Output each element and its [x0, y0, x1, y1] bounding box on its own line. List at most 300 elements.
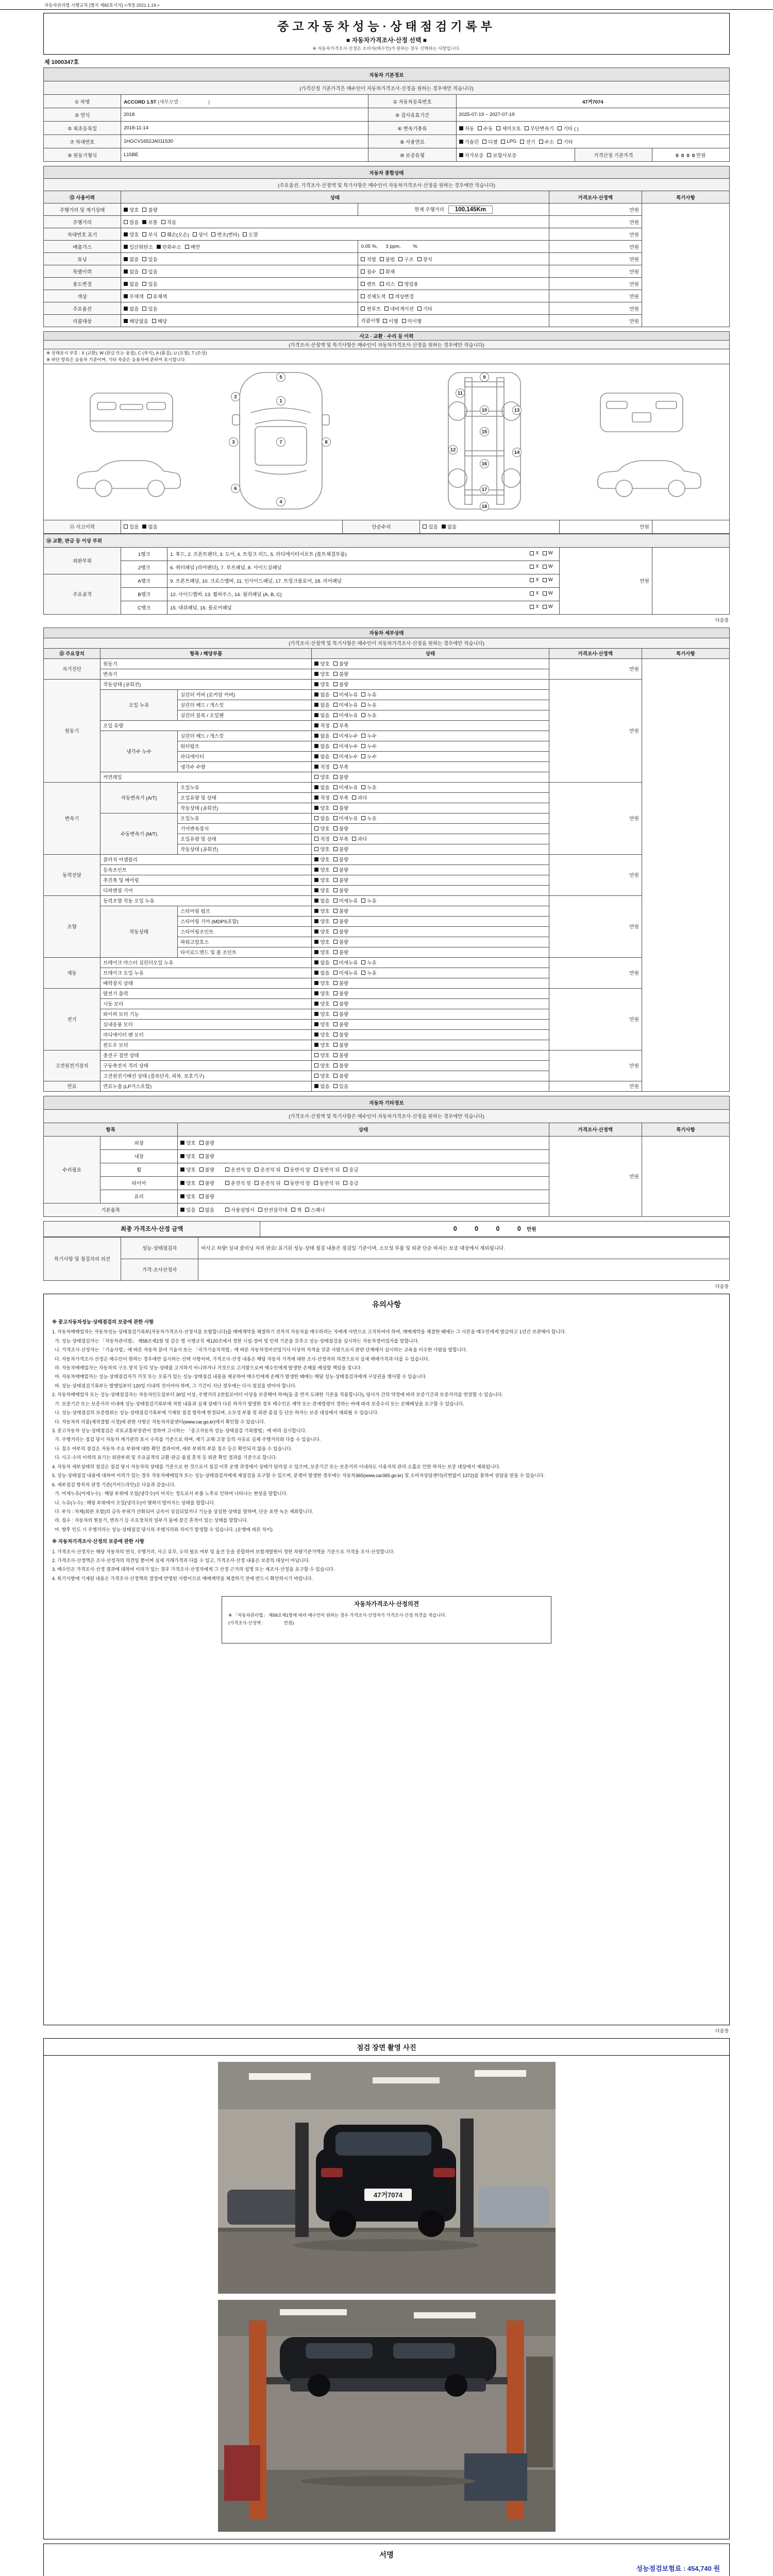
checkbox-option[interactable]: [284, 1179, 310, 1187]
tuning-legal-options: [361, 256, 398, 262]
special-history-sub: [358, 265, 549, 278]
checkbox-option[interactable]: [333, 691, 358, 698]
state-at-oil-leak: [312, 782, 549, 792]
checkbox-label: 미세누유: [339, 785, 358, 791]
checkbox-option[interactable]: [314, 897, 329, 904]
checkbox-label: 불량: [339, 826, 349, 832]
checkbox-option[interactable]: [333, 815, 358, 822]
checkbox-icon: [314, 806, 318, 810]
checkbox-icon: [459, 153, 463, 157]
checkbox-option[interactable]: [423, 523, 438, 530]
checkbox-option[interactable]: [543, 604, 553, 609]
next-page-marker: 다음장: [715, 2028, 729, 2033]
insurance-unit: 원: [713, 2564, 720, 2572]
checkbox-option[interactable]: [314, 948, 329, 956]
item-mt-gear: 기어변속장치: [178, 823, 312, 834]
exchange-remarks-cell: [652, 547, 729, 614]
checkbox-option[interactable]: [314, 866, 329, 873]
checkbox-option[interactable]: [333, 1021, 348, 1028]
checkbox-option[interactable]: [314, 711, 329, 719]
checkbox-label: 양호: [320, 868, 330, 873]
checkbox-label: 유채색: [153, 294, 167, 300]
page-title: 중고자동차성능·상태점검기록부: [277, 20, 496, 33]
checkbox-option[interactable]: [361, 268, 376, 275]
checkbox-option[interactable]: [361, 753, 376, 760]
checkbox-icon: [314, 991, 318, 995]
checkbox-icon: [305, 1208, 309, 1212]
checkbox-option[interactable]: [211, 231, 239, 238]
checkbox-option[interactable]: [459, 151, 484, 159]
checkbox-icon: [124, 220, 128, 224]
inspection-period-label: ④ 검사유효기간: [368, 108, 456, 122]
legend-line-2: ※ 하단 항목은 승용차 기준이며, 기타 차종은 승용차에 준하여 표시합니다.: [46, 357, 187, 362]
car-damage-diagram: [59, 365, 714, 519]
checkbox-option[interactable]: [180, 1139, 195, 1146]
checkbox-option[interactable]: [333, 660, 348, 667]
checkbox-option[interactable]: [142, 206, 157, 213]
checkbox-option[interactable]: [361, 959, 376, 966]
checkbox-option[interactable]: [361, 711, 376, 719]
checkbox-label: 보통: [148, 219, 158, 226]
checkbox-option[interactable]: [380, 280, 395, 287]
checkbox-icon: [478, 126, 482, 130]
checkbox-label: 불량: [339, 981, 349, 987]
checkbox-option[interactable]: [333, 1072, 348, 1079]
checkbox-option[interactable]: [258, 1206, 288, 1213]
checkbox-option[interactable]: [314, 1000, 329, 1007]
checkbox-option[interactable]: [291, 1206, 301, 1213]
checkbox-option[interactable]: [333, 907, 348, 914]
checkbox-icon: [417, 257, 422, 261]
checkbox-label: 없음: [129, 281, 139, 287]
checkbox-option[interactable]: [225, 1166, 251, 1173]
checkbox-option[interactable]: [333, 1010, 348, 1018]
checkbox-option[interactable]: [333, 866, 348, 873]
checkbox-option[interactable]: [142, 256, 157, 263]
checkbox-icon: [314, 981, 318, 985]
checkbox-option[interactable]: [142, 218, 157, 226]
checkbox-option[interactable]: [314, 856, 329, 863]
checkbox-option[interactable]: [361, 742, 376, 750]
checkbox-option[interactable]: [193, 231, 208, 238]
checkbox-icon: [314, 1022, 318, 1026]
checkbox-label: LPG: [507, 139, 517, 144]
checkbox-option[interactable]: [442, 523, 457, 530]
checkbox-option[interactable]: [142, 231, 157, 238]
checkbox-option[interactable]: [389, 293, 414, 300]
checkbox-option[interactable]: [124, 231, 139, 238]
checkbox-label: 무단변속기: [530, 126, 554, 132]
checkbox-option[interactable]: [501, 139, 516, 144]
checkbox-option[interactable]: [124, 256, 139, 263]
state-fuel-leak: [312, 1081, 549, 1091]
checkbox-option[interactable]: [142, 523, 157, 530]
checkbox-option[interactable]: [398, 256, 413, 263]
checkbox-option[interactable]: [333, 784, 358, 791]
checkbox-option[interactable]: [530, 550, 539, 556]
exchange-panel-table: [43, 534, 730, 615]
checkbox-option[interactable]: [124, 218, 139, 226]
checkbox-option[interactable]: [199, 1206, 214, 1213]
checkbox-label: X: [535, 604, 539, 609]
checkbox-label: 양호: [320, 1002, 330, 1007]
checkbox-label: 세미오토: [502, 126, 521, 132]
checkbox-option[interactable]: [530, 604, 539, 609]
checkbox-option[interactable]: [333, 701, 358, 708]
side-view-right: [598, 461, 701, 497]
checkbox-label: 썬루프: [366, 306, 381, 312]
checkbox-option[interactable]: [142, 305, 157, 312]
checkbox-icon: [142, 282, 146, 286]
checkbox-icon: [142, 269, 146, 274]
checkbox-option[interactable]: [333, 722, 348, 729]
special-history-label: 특별이력: [44, 265, 121, 278]
checkbox-option[interactable]: [361, 969, 376, 976]
insurance-premium: [53, 2563, 720, 2573]
item-hv-wiring: 고전원전기배선 상태 (접속단자, 피복, 보호기구): [100, 1071, 312, 1081]
checkbox-icon: [361, 971, 365, 975]
checkbox-option[interactable]: [333, 742, 358, 750]
checkbox-option[interactable]: [314, 969, 329, 976]
comp-header-use: ⑫ 사용이력: [44, 191, 121, 204]
checkbox-option[interactable]: [459, 125, 474, 132]
checkbox-option[interactable]: [333, 969, 358, 976]
checkbox-option[interactable]: [314, 1072, 329, 1079]
checkbox-option[interactable]: [180, 1206, 195, 1213]
checkbox-option[interactable]: [142, 268, 157, 275]
checkbox-option[interactable]: [333, 887, 348, 894]
checkbox-option[interactable]: [314, 701, 329, 708]
checkbox-option[interactable]: [361, 691, 376, 698]
checkbox-option[interactable]: [361, 897, 376, 904]
checkbox-option[interactable]: [124, 305, 139, 312]
tuning-sub-options: [358, 253, 549, 265]
checkbox-option[interactable]: [314, 681, 329, 688]
checkbox-option[interactable]: [333, 835, 348, 842]
checkbox-option[interactable]: [180, 1153, 195, 1160]
checkbox-option[interactable]: [199, 1179, 214, 1187]
checkbox-label: 양호: [320, 919, 330, 925]
checkbox-label: 미세누유: [339, 899, 358, 904]
checkbox-option[interactable]: [314, 1052, 329, 1059]
checkbox-option[interactable]: [305, 1206, 325, 1213]
checkbox-option[interactable]: [255, 1179, 280, 1187]
checkbox-label: 양호: [320, 1022, 330, 1028]
state-steering-joint: [312, 926, 549, 937]
checkbox-option[interactable]: [314, 804, 329, 811]
checkbox-option[interactable]: [333, 918, 348, 925]
checkbox-option[interactable]: [314, 742, 329, 750]
checkbox-option[interactable]: [352, 835, 367, 842]
checkbox-option[interactable]: [361, 815, 376, 822]
checkbox-option[interactable]: [482, 138, 497, 145]
checkbox-option[interactable]: [333, 670, 348, 677]
checkbox-label: 미세누유: [339, 703, 358, 708]
svg-text:11: 11: [457, 390, 463, 396]
checkbox-option[interactable]: [314, 732, 329, 739]
checkbox-option[interactable]: [124, 206, 139, 213]
checkbox-label: 누수: [367, 754, 377, 760]
checkbox-option[interactable]: [558, 125, 579, 132]
checkbox-option[interactable]: [124, 293, 144, 300]
price-cell: 만원: [549, 253, 642, 265]
checkbox-option[interactable]: [199, 1139, 214, 1146]
checkbox-label: 불량: [339, 1032, 349, 1038]
checkbox-option[interactable]: [124, 243, 153, 250]
checkbox-label: 양호: [320, 909, 330, 914]
checkbox-option[interactable]: [333, 845, 348, 853]
checkbox-option[interactable]: [185, 243, 200, 250]
checkbox-label: 미세누수: [339, 734, 358, 739]
misc-header-state: 상태: [178, 1123, 549, 1136]
checkbox-option[interactable]: [333, 856, 348, 863]
notice-line: 가. 성능·상태점검자는 「자동차관리법」 제58조제1항 및 같은 법 시행규칙 제120조에서 정한 시설·장비 및 인력 기준을 갖추고 성능·상태점검을 실시하는 자동차정비업자를 말합니다.: [52, 1338, 419, 1344]
checkbox-option[interactable]: [543, 550, 553, 556]
checkbox-option[interactable]: [343, 1166, 358, 1173]
sub-steering-op: 작동상태: [100, 906, 178, 957]
checkbox-option[interactable]: [333, 1082, 348, 1090]
checkbox-option[interactable]: [314, 835, 329, 842]
checkbox-option[interactable]: [314, 1021, 329, 1028]
checkbox-icon: [361, 734, 365, 738]
checkbox-option[interactable]: [314, 1041, 329, 1048]
checkbox-label: 양호: [320, 1063, 330, 1069]
checkbox-option[interactable]: [361, 701, 376, 708]
misc-header-item: 항목: [44, 1123, 178, 1136]
checkbox-option[interactable]: [314, 876, 329, 884]
checkbox-option[interactable]: [383, 317, 398, 325]
state-at-oil-level: [312, 792, 549, 803]
checkbox-option[interactable]: [558, 138, 573, 145]
checkbox-option[interactable]: [314, 1062, 329, 1069]
checkbox-option[interactable]: [333, 959, 358, 966]
checkbox-icon: [142, 307, 146, 311]
checkbox-icon: [361, 754, 365, 758]
checkbox-icon: [333, 1022, 338, 1026]
notice-line: 1. 가격조사·산정자는 해당 자동차의 연식, 주행거리, 사고 유무, 수리 필요 여부 및 옵션 등을 종합하여 보험개발원이 정한 차량기준가액을 기준으로 가격을 조사·산정합니다.: [52, 1549, 395, 1554]
warranty-type-label: ⑩ 보증유형: [368, 148, 456, 162]
final-price-cell: [260, 1221, 730, 1236]
checkbox-option[interactable]: [124, 523, 139, 530]
checkbox-option[interactable]: [520, 138, 535, 145]
next-page-marker: 다음장: [715, 617, 729, 623]
checkbox-option[interactable]: [314, 845, 329, 853]
checkbox-option[interactable]: [417, 256, 432, 263]
checkbox-label: 운전석 뒤: [260, 1181, 281, 1187]
checkbox-label: 불량: [148, 207, 158, 213]
price-steering: 만원: [549, 895, 642, 957]
checkbox-option[interactable]: [124, 268, 139, 275]
checkbox-option[interactable]: [333, 948, 348, 956]
inspector-opinion-table: [43, 1237, 730, 1281]
checkbox-option[interactable]: [225, 1179, 251, 1187]
price-cell: 만원: [559, 520, 652, 533]
checkbox-option[interactable]: [284, 1166, 310, 1173]
checkbox-option[interactable]: [124, 280, 139, 287]
checkbox-option[interactable]: [496, 125, 521, 132]
checkbox-option[interactable]: [199, 1193, 214, 1200]
checkbox-option[interactable]: [314, 825, 329, 832]
checkbox-option[interactable]: [314, 815, 329, 822]
checkbox-option[interactable]: [147, 293, 167, 300]
checkbox-option[interactable]: [314, 990, 329, 997]
checkbox-label: 색상변경: [395, 294, 414, 300]
checkbox-label: 양호: [186, 1141, 196, 1146]
checkbox-option[interactable]: [333, 1041, 348, 1048]
checkbox-label: 적정: [320, 795, 330, 801]
checkbox-option[interactable]: [161, 218, 176, 226]
checkbox-label: 불량: [205, 1154, 214, 1160]
checkbox-option[interactable]: [314, 1010, 329, 1018]
checkbox-option[interactable]: [314, 773, 329, 781]
checkbox-option[interactable]: [402, 317, 422, 325]
checkbox-icon: [333, 806, 338, 810]
checkbox-option[interactable]: [525, 125, 554, 132]
checkbox-option[interactable]: [343, 1179, 358, 1187]
checkbox-option[interactable]: [333, 928, 348, 935]
checkbox-option[interactable]: [530, 577, 539, 583]
checkbox-option[interactable]: [157, 243, 181, 250]
checkbox-option[interactable]: [530, 590, 539, 596]
checkbox-option[interactable]: [314, 918, 329, 925]
checkbox-option[interactable]: [361, 256, 376, 263]
checkbox-option[interactable]: [539, 138, 554, 145]
checkbox-option[interactable]: [361, 293, 385, 300]
checkbox-icon: [423, 524, 427, 529]
checkbox-icon: [361, 899, 365, 903]
checkbox-option[interactable]: [180, 1166, 195, 1173]
checkbox-option[interactable]: [333, 711, 358, 719]
checkbox-option[interactable]: [380, 268, 395, 275]
checkbox-option[interactable]: [417, 305, 432, 312]
checkbox-icon: [333, 971, 338, 975]
checkbox-option[interactable]: [333, 1000, 348, 1007]
checkbox-label: W: [548, 577, 553, 583]
checkbox-label: 불량: [339, 929, 349, 935]
checkbox-option[interactable]: [199, 1153, 214, 1160]
checkbox-option[interactable]: [333, 732, 358, 739]
checkbox-option[interactable]: [530, 564, 539, 569]
checkbox-icon: [314, 878, 318, 882]
checkbox-option[interactable]: [314, 907, 329, 914]
checkbox-option[interactable]: [152, 317, 167, 325]
checkbox-option[interactable]: [333, 990, 348, 997]
checkbox-option[interactable]: [314, 722, 329, 729]
checkbox-option[interactable]: [333, 979, 348, 987]
checkbox-option[interactable]: [361, 784, 376, 791]
checkbox-option[interactable]: [352, 794, 367, 801]
checkbox-label: 네비게이션: [390, 306, 414, 312]
checkbox-option[interactable]: [314, 794, 329, 801]
checkbox-icon: [314, 960, 318, 964]
checkbox-icon: [380, 282, 384, 286]
state-mt-idle: [312, 844, 549, 854]
checkbox-option[interactable]: [314, 1082, 329, 1090]
checkbox-label: 미세누유: [339, 692, 358, 698]
checkbox-option[interactable]: [314, 979, 329, 987]
checkbox-option[interactable]: [180, 1193, 195, 1200]
checkbox-option[interactable]: [314, 887, 329, 894]
price-cell: 만원: [549, 265, 642, 278]
checkbox-option[interactable]: [333, 753, 358, 760]
photos-title: 점검 장면 촬영 사진: [44, 2039, 729, 2056]
checkbox-option[interactable]: [124, 317, 148, 325]
checkbox-option[interactable]: [333, 763, 348, 770]
checkbox-icon: [402, 319, 406, 323]
item-wheel: 휠: [100, 1163, 178, 1176]
checkbox-option[interactable]: [333, 794, 348, 801]
state-window-motor: [312, 1040, 549, 1050]
checkbox-option[interactable]: [398, 280, 418, 287]
checkbox-option[interactable]: [384, 305, 414, 312]
item-steering-joint: 스티어링조인트: [178, 926, 312, 937]
rank2-parts-cell: [167, 561, 560, 574]
checkbox-option[interactable]: [333, 938, 348, 945]
checkbox-option[interactable]: [459, 138, 479, 145]
checkbox-option[interactable]: [142, 280, 157, 287]
checkbox-option[interactable]: [543, 564, 553, 569]
checkbox-option[interactable]: [314, 928, 329, 935]
checkbox-option[interactable]: [333, 681, 348, 688]
item-steering-gear: 스티어링 기어 (MDPS포함): [178, 916, 312, 926]
checkbox-option[interactable]: [314, 691, 329, 698]
checkbox-option[interactable]: [543, 577, 553, 583]
checkbox-option[interactable]: [314, 763, 329, 770]
checkbox-option[interactable]: [314, 938, 329, 945]
checkbox-option[interactable]: [333, 876, 348, 884]
checkbox-option[interactable]: [225, 1206, 255, 1213]
checkbox-label: 불량: [339, 806, 349, 811]
notice-line: 나. 침수 여부의 점검은 자동차 주요 부위에 대한 확인 결과이며, 세부 부위의 부분 침수 등은 확인되지 않을 수 있습니다.: [52, 1446, 293, 1451]
checkbox-option[interactable]: [361, 280, 376, 287]
checkbox-option[interactable]: [361, 732, 376, 739]
checkbox-option[interactable]: [380, 256, 395, 263]
checkbox-option[interactable]: [314, 1031, 329, 1038]
signature-body: [44, 2544, 729, 2576]
checkbox-option[interactable]: [333, 773, 348, 781]
checkbox-option[interactable]: [487, 151, 516, 159]
checkbox-label: 미세누유: [339, 713, 358, 719]
checkbox-option[interactable]: [333, 1031, 348, 1038]
notice-line: 3. 중고자동차 성능·상태점검은 국토교통부장관이 정하여 고시하는 「중고자동차 성능·상태점검 기록방법」에 따라 실시합니다.: [52, 1428, 307, 1434]
checkbox-option[interactable]: [314, 670, 329, 677]
checkbox-option[interactable]: [361, 305, 381, 312]
checkbox-option[interactable]: [255, 1166, 280, 1173]
checkbox-option[interactable]: [333, 804, 348, 811]
checkbox-option[interactable]: [314, 753, 329, 760]
checkbox-option[interactable]: [333, 897, 358, 904]
checkbox-icon: [459, 140, 463, 144]
checkbox-option[interactable]: [314, 959, 329, 966]
final-price-table: [43, 1221, 730, 1237]
checkbox-option[interactable]: [199, 1166, 214, 1173]
checkbox-option[interactable]: [180, 1179, 195, 1187]
detail-header-state: 상태: [312, 648, 549, 658]
checkbox-option[interactable]: [314, 1166, 340, 1173]
checkbox-icon: [380, 269, 384, 274]
checkbox-option[interactable]: [314, 784, 329, 791]
checkbox-label: 있음: [339, 1084, 349, 1090]
checkbox-option[interactable]: [543, 590, 553, 596]
checkbox-option[interactable]: [333, 825, 348, 832]
checkbox-option[interactable]: [161, 231, 189, 238]
checkbox-option[interactable]: [333, 1062, 348, 1069]
checkbox-option[interactable]: [314, 660, 329, 667]
checkbox-option[interactable]: [314, 1179, 340, 1187]
checkbox-option[interactable]: [243, 231, 258, 238]
checkbox-option[interactable]: [478, 125, 493, 132]
checkbox-option[interactable]: [333, 1052, 348, 1059]
